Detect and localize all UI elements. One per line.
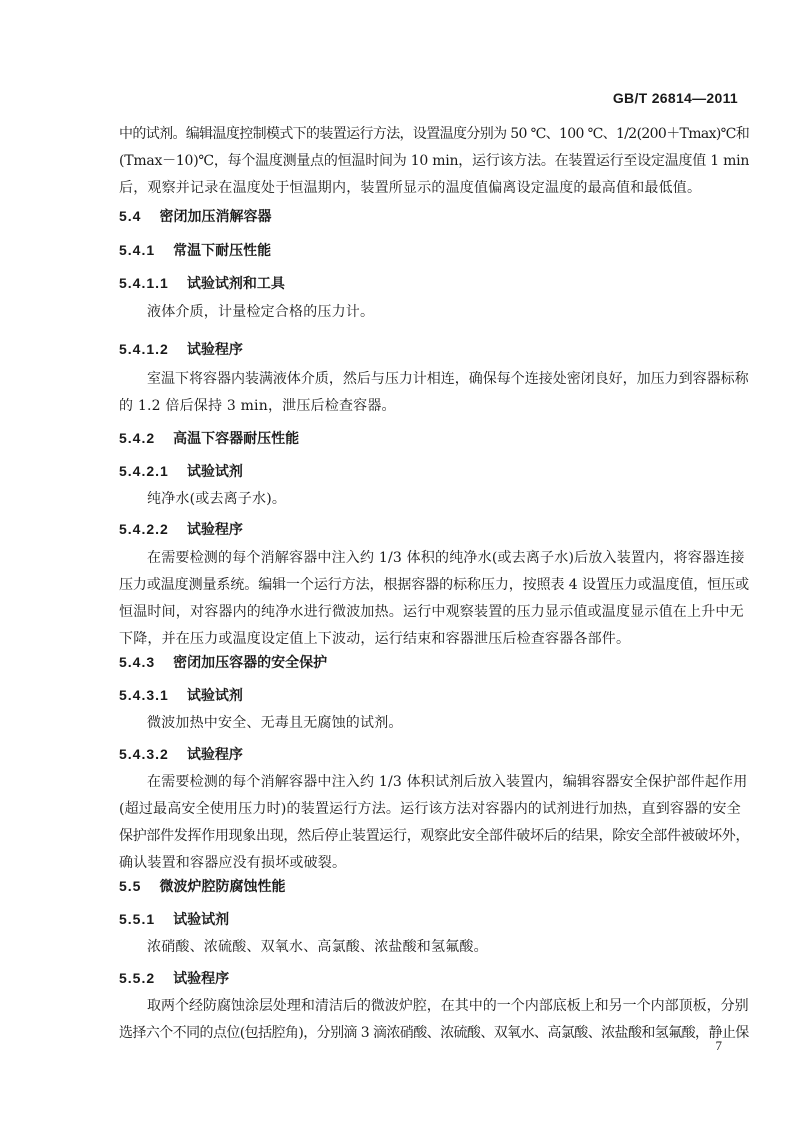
section-title: 试验试剂: [186, 464, 243, 480]
text-line: 浓硝酸、浓硫酸、双氧水、高氯酸、浓盐酸和氢氟酸。: [147, 939, 488, 955]
paragraph: [119, 366, 749, 420]
page-number: 7: [715, 1038, 722, 1053]
section-title: 试验程序: [173, 971, 230, 987]
section-title: 试验试剂: [186, 688, 243, 704]
section-title: 试验程序: [186, 747, 243, 763]
section-heading: [119, 240, 271, 261]
section-number: 5.4.3.2: [119, 746, 169, 762]
section-heading: [119, 339, 243, 360]
text-line: 在需要检测的每个消解容器中注入约 1/3 体积试剂后放入装置内，编辑容器安全保护部件起作用: [147, 774, 748, 790]
text-line: 微波加热中安全、无毒且无腐蚀的试剂。: [147, 715, 403, 731]
text-line: 在需要检测的每个消解容器中注入约 1/3 体积的纯净水(或去离子水)后放入装置内，将容器连接: [147, 550, 745, 566]
paragraph: [147, 934, 747, 961]
section-number: 5.4: [119, 208, 142, 224]
paragraph: [119, 545, 749, 653]
section-title: 微波炉腔防腐蚀性能: [159, 879, 286, 895]
section-heading: [119, 461, 243, 482]
section-title: 试验试剂和工具: [186, 276, 285, 292]
section-heading: [119, 652, 327, 673]
paragraph: [147, 486, 747, 513]
section-number: 5.4.3: [119, 654, 156, 670]
section-heading: [119, 876, 285, 897]
section-heading: [119, 968, 229, 989]
section-heading: [119, 273, 285, 294]
text-line: 后，观察并记录在温度处于恒温期内，装置所显示的温度值偏离设定温度的最高值和最低值。: [119, 180, 702, 196]
text-line: 室温下将容器内装满液体介质，然后与压力计相连，确保每个连接处密闭良好，加压力到容器标称: [147, 371, 749, 387]
text-line: 的 1.2 倍后保持 3 min，泄压后检查容器。: [119, 398, 396, 414]
section-title: 高温下容器耐压性能: [173, 431, 300, 447]
section-number: 5.4.1.1: [119, 275, 169, 291]
text-line: 纯净水(或去离子水)。: [147, 491, 287, 507]
section-number: 5.4.3.1: [119, 687, 169, 703]
text-line: (Tmax－10)℃，每个温度测量点的恒温时间为 10 min，运行该方法。在装置运行至设定温度值 1 min: [119, 153, 750, 169]
section-number: 5.4.2.1: [119, 463, 169, 479]
section-heading: [119, 909, 229, 930]
text-line: 中的试剂。编辑温度控制模式下的装置运行方法，设置温度分别为 50 ℃、100 ℃、1/2(200＋Tmax)℃和: [119, 126, 750, 142]
text-line: 选择六个不同的点位(包括腔角)，分别滴 3 滴浓硝酸、浓硫酸、双氧水、高氯酸、浓盐酸和氢氟酸，静止保: [119, 1025, 749, 1041]
text-line: 保护部件发挥作用现象出现，然后停止装置运行，观察此安全部件破坏后的结果，除安全部件被破坏外，: [119, 828, 750, 844]
section-number: 5.5.1: [119, 911, 156, 927]
section-heading: [119, 685, 243, 706]
section-title: 密闭加压容器的安全保护: [173, 655, 328, 671]
section-number: 5.5: [119, 878, 142, 894]
section-title: 试验试剂: [173, 912, 230, 928]
section-title: 试验程序: [186, 342, 243, 358]
section-title: 常温下耐压性能: [173, 243, 272, 259]
paragraph: [147, 299, 747, 326]
section-heading: [119, 206, 271, 227]
section-heading: [119, 428, 299, 449]
text-line: (超过最高安全使用压力时)的装置运行方法。运行该方法对容器内的试剂进行加热，直到容器的安全: [119, 801, 741, 817]
text-line: 恒温时间，对容器内的纯净水进行微波加热。运行中观察装置的压力显示值或温度显示值在上升中无: [119, 604, 744, 620]
paragraph: [119, 769, 749, 877]
section-number: 5.4.2.2: [119, 521, 169, 537]
text-line: 取两个经防腐蚀涂层处理和清洁后的微波炉腔，在其中的一个内部底板上和另一个内部顶板，分别: [147, 998, 749, 1014]
section-title: 密闭加压消解容器: [159, 209, 272, 225]
intro-paragraph: [119, 121, 749, 202]
section-number: 5.4.2: [119, 430, 156, 446]
text-line: 压力或温度测量系统。编辑一个运行方法，根据容器的标称压力，按照表 4 设置压力或温度值，恒压或: [119, 577, 750, 593]
section-number: 5.4.1: [119, 242, 156, 258]
paragraph: [147, 710, 747, 737]
section-heading: [119, 744, 243, 765]
section-number: 5.4.1.2: [119, 341, 169, 357]
text-line: 下降，并在压力或温度设定值上下波动，运行结束和容器泄压后检查容器各部件。: [119, 631, 631, 647]
text-line: 确认装置和容器应没有损坏或破裂。: [119, 855, 347, 871]
standard-code: GB/T 26814—2011: [612, 90, 738, 106]
section-number: 5.5.2: [119, 970, 156, 986]
text-line: 液体介质，计量检定合格的压力计。: [147, 304, 375, 320]
section-heading: [119, 519, 243, 540]
section-title: 试验程序: [186, 522, 243, 538]
paragraph: [119, 993, 749, 1047]
